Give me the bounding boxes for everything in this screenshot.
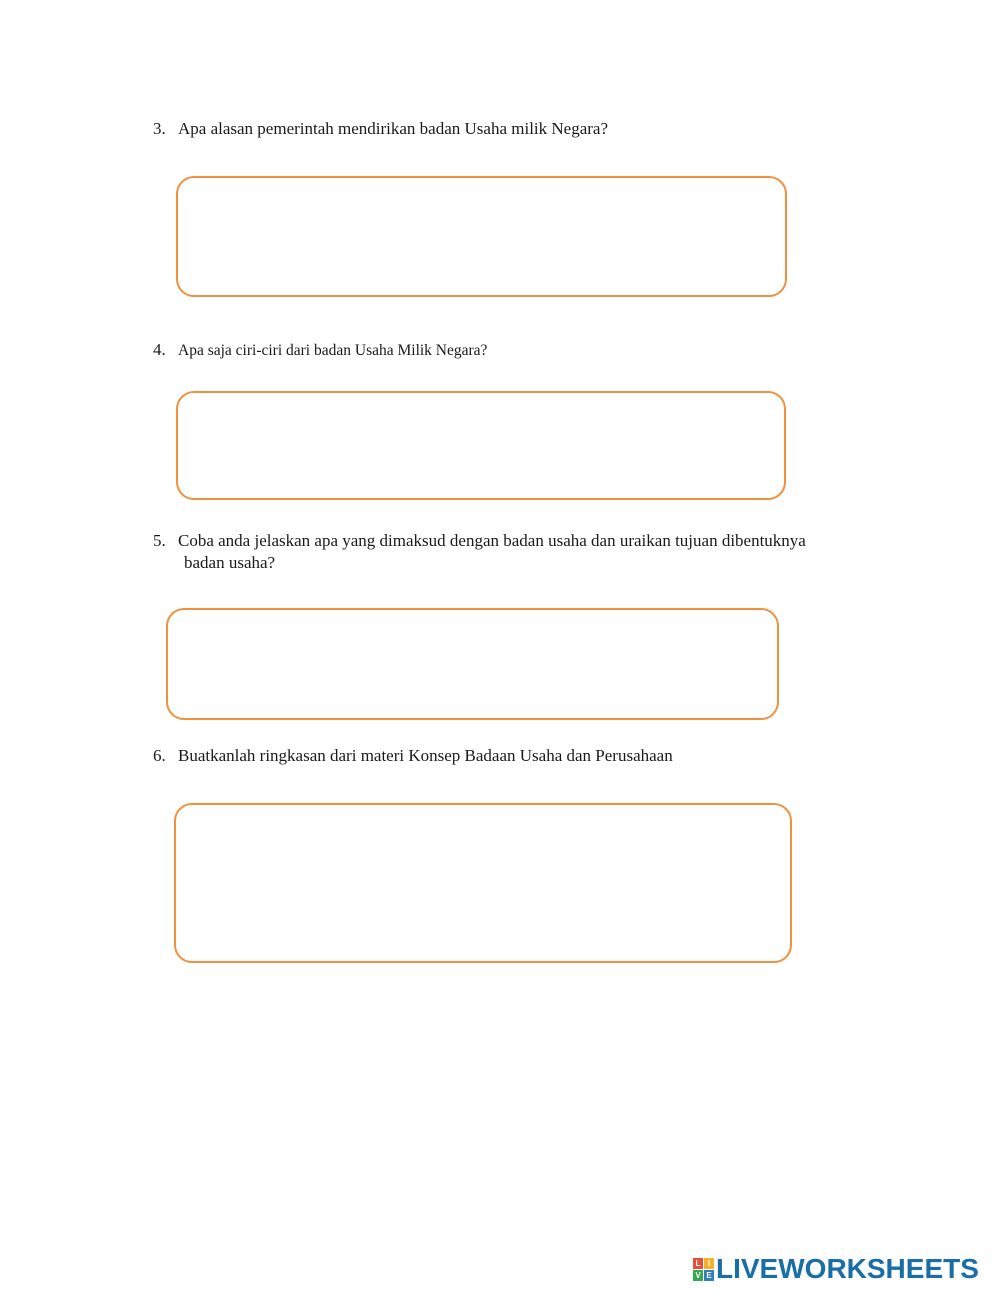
answer-input-6[interactable] — [176, 805, 790, 961]
logo-mark-icon — [693, 1258, 714, 1281]
question-text: Apa saja ciri-ciri dari badan Usaha Milik Negara? — [178, 342, 488, 359]
question-number: 6. — [153, 746, 166, 765]
logo-mark-letter: L — [693, 1258, 703, 1269]
answer-input-5[interactable] — [168, 610, 777, 718]
answer-box-4[interactable] — [176, 391, 786, 500]
question-number: 4. — [153, 340, 166, 359]
question-6 — [153, 745, 673, 767]
question-text-continuation: badan usaha? — [184, 553, 276, 572]
question-3 — [153, 118, 608, 140]
logo-mark-letter: V — [693, 1270, 703, 1281]
logo-mark-letter: I — [704, 1258, 714, 1269]
logo-mark-letter: E — [704, 1270, 714, 1281]
answer-input-4[interactable] — [178, 393, 784, 498]
logo-text: LIVEWORKSHEETS — [716, 1253, 979, 1284]
question-number: 3. — [153, 119, 166, 138]
question-4 — [153, 339, 487, 362]
answer-box-5[interactable] — [166, 608, 779, 720]
question-text: Coba anda jelaskan apa yang dimaksud dengan badan usaha dan uraikan tujuan dibentuknya — [178, 531, 806, 550]
answer-input-3[interactable] — [178, 178, 785, 295]
liveworksheets-logo — [693, 1255, 979, 1283]
question-5 — [153, 530, 806, 574]
question-number: 5. — [153, 531, 166, 550]
question-text: Apa alasan pemerintah mendirikan badan Usaha milik Negara? — [178, 119, 609, 138]
question-text: Buatkanlah ringkasan dari materi Konsep Badaan Usaha dan Perusahaan — [178, 746, 673, 765]
answer-box-3[interactable] — [176, 176, 787, 297]
answer-box-6[interactable] — [174, 803, 792, 963]
